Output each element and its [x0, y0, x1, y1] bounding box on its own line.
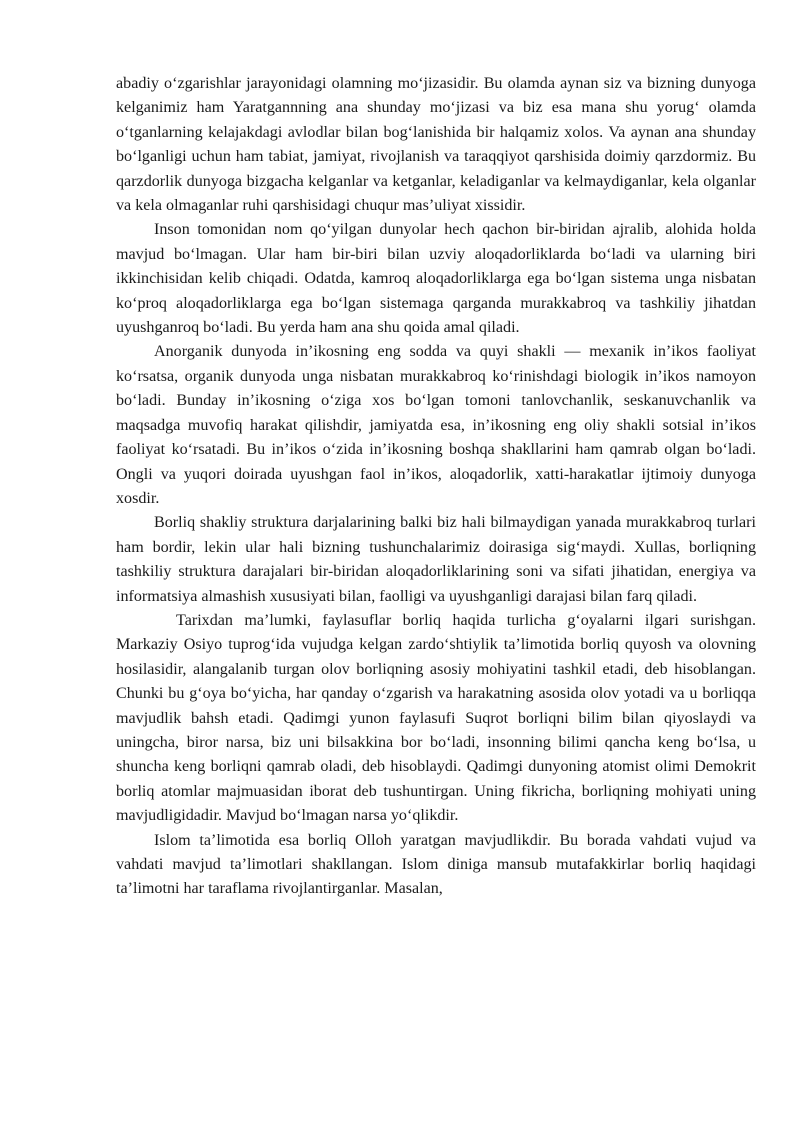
- paragraph-reflection-forms: Anorganik dunyoda in’ikosning eng sodda va quyi shakli — mexanik in’ikos faoliyat ko‘rsatsa, organik dunyoda unga nisbatan murakkabroq ko‘rinishdagi biologik in’ikos namoyon bo‘ladi. Bunday in’ikosning o‘ziga xos bo‘lgan tomoni tanlovchanlik, seskanuvchanlik va maqsadga muvofiq harakat qilishdir, jamiyatda esa, in’ikosning eng oliy shakli sotsial in’ikos faoliyat ko‘rsatadi. Bu in’ikos o‘zida in’ikosning boshqa shakllarini ham qamrab olgan bo‘ladi. Ongli va yuqori doirada uyushgan faol in’ikos, aloqadorlik, xatti-harakatlar ijtimoiy dunyoga xosdir.: [116, 343, 756, 507]
- paragraph-history-philosophers: Tarixdan ma’lumki, faylasuflar borliq haqida turlicha g‘oyalarni ilgari surishgan. Markaziy Osiyo tuprog‘ida vujudga kelgan zardo‘shtiylik ta’limotida borliq quyosh va olovning hosilasidir, alangalanib turgan olov borliqning asosiy mohiyatini tashkil etadi, deb hisoblangan. Chunki bu g‘oya bo‘yicha, har qanday o‘zgarish va harakatning asosida olov yotadi va u borliqqa mavjudlik bahsh etadi. Qadimgi yunon faylasufi Suqrot borliqni bilim bilan qiyoslaydi va uningcha, biror narsa, biz uni bilsakkina bor bo‘ladi, insonning bilimi qancha keng bo‘lsa, u shuncha keng borliqni qamrab oladi, deb hisoblaydi. Qadimgi dunyoning atomist olimi Demokrit borliq atomlar majmuasidan iborat deb tushuntirgan. Uning fikricha, borliqning mohiyati uning mavjudligidadir. Mavjud bo‘lmagan narsa yo‘qlikdir.: [116, 611, 756, 825]
- paragraph-world-connections: Inson tomonidan nom qo‘yilgan dunyolar hech qachon bir-biridan ajralib, alohida holda mavjud bo‘lmagan. Ular ham bir-biri bilan uzviy aloqadorliklarda bo‘ladi va ularning biri ikkinchisidan kelib chiqadi. Odatda, kamroq aloqadorliklarga ega bo‘lgan sistema unga nisbatan ko‘proq aloqadorliklarga ega bo‘lgan sistemaga qarganda murakkabroq va tashkiliy jihatdan uyushganroq bo‘ladi. Bu yerda ham ana shu qoida amal qiladi.: [116, 221, 756, 337]
- paragraph-structure-levels: Borliq shakliy struktura darjalarining balki biz hali bilmaydigan yanada murakkabroq turlari ham bordir, lekin ular hali bizning tushunchalarimiz doirasiga sig‘maydi. Xullas, borliqning tashkiliy struktura darajalari bir-biridan aloqadorliklarining soni va sifati jihatidan, energiya va informatsiya almashish xususiyati bilan, faolligi va uyushganligi darajasi bilan farq qiladi.: [116, 514, 756, 605]
- document-page: [116, 72, 756, 902]
- paragraph-continued: abadiy o‘zgarishlar jarayonidagi olamning mo‘jizasidir. Bu olamda aynan siz va bizning dunyoga kelganimiz ham Yaratgannning ana shunday mo‘jizasi va biz esa mana shu yorug‘ olamda o‘tganlarning kelajakdagi avlodlar bilan bog‘lanishida bir halqamiz xolos. Va aynan ana shunday bo‘lganligi uchun ham tabiat, jamiyat, rivojlanish va taraqqiyot qarshisida doimiy qarzdormiz. Bu qarzdorlik dunyoga bizgacha kelganlar va ketganlar, keladiganlar va kelmaydiganlar, kela olganlar va kela olmaganlar ruhi qarshisidagi chuqur mas’uliyat xissidir.: [116, 75, 756, 215]
- paragraph-islamic-teaching: Islom ta’limotida esa borliq Olloh yaratgan mavjudlikdir. Bu borada vahdati vujud va vahdati mavjud ta’limotlari shakllangan. Islom diniga mansub mutafakkirlar borliq haqidagi ta’limotni har taraflama rivojlantirganlar. Masalan,: [116, 831, 756, 898]
